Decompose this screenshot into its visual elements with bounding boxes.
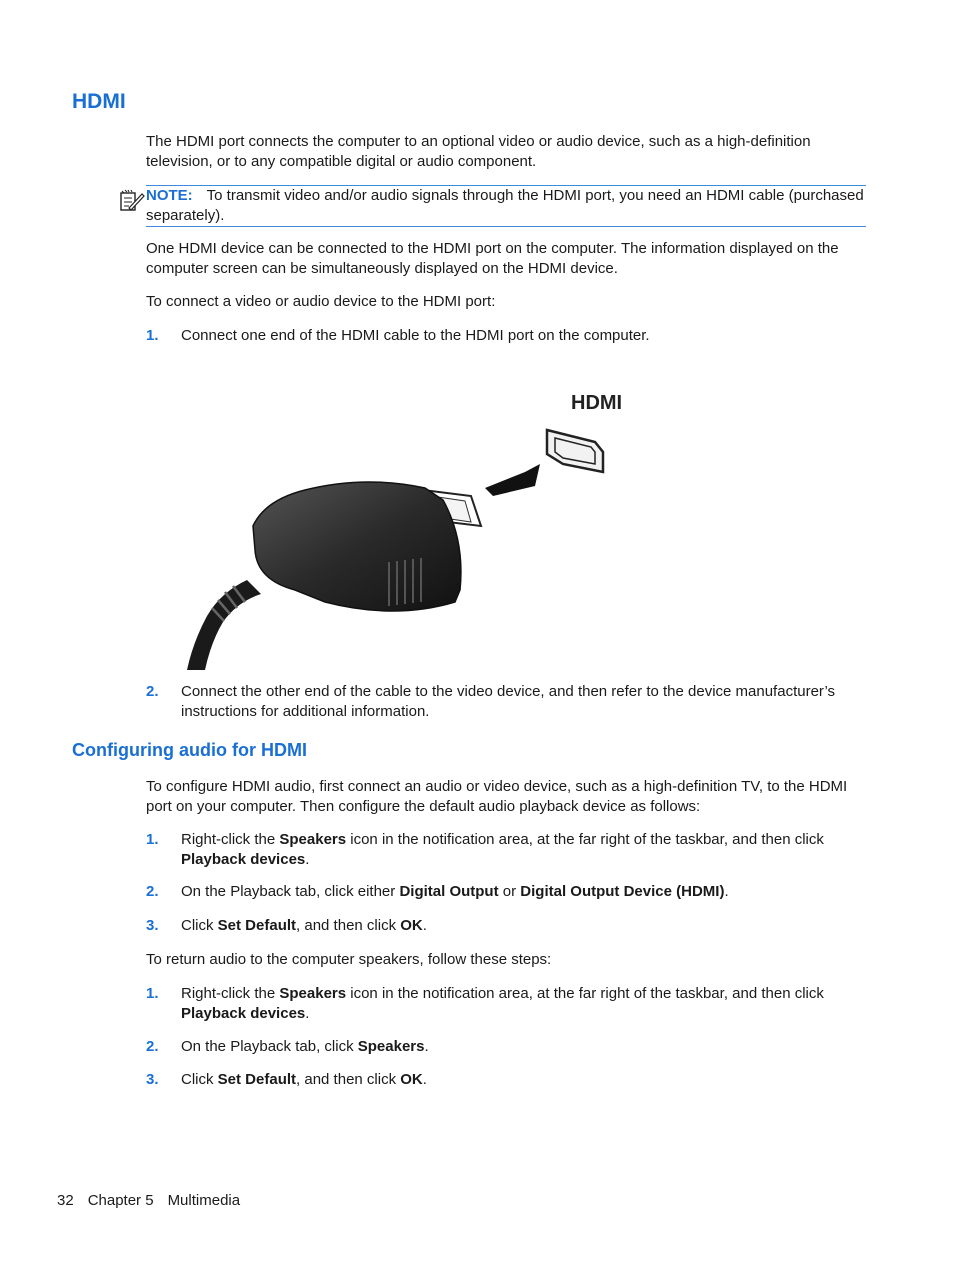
figure-label: HDMI (571, 392, 623, 414)
connect-step-1 (146, 326, 866, 346)
connect-intro-paragraph: To connect a video or audio device to the HDMI port: (146, 293, 496, 310)
intro-paragraph: The HDMI port connects the computer to an optional video or audio device, such as a high-definition television, or to any compatible digital or audio component. (146, 133, 811, 170)
page-title: HDMI (72, 90, 126, 113)
return-step-1 (146, 984, 866, 1023)
page-number: 32 (57, 1192, 74, 1209)
note-text: To transmit video and/or audio signals through the HDMI port, you need an HDMI cable (purchased separately). (146, 187, 864, 224)
return-step-3 (146, 1070, 866, 1090)
footer-title: Multimedia (167, 1192, 241, 1209)
hdmi-cable-illustration (175, 380, 635, 670)
step-text: Right-click the Speakers icon in the notification area, at the far right of the taskbar, and then click Playback devices. (181, 985, 824, 1022)
step-text: Click Set Default, and then click OK. (181, 1071, 427, 1088)
step-text: Connect one end of the HDMI cable to the HDMI port on the computer. (181, 327, 650, 344)
configure-step-2 (146, 882, 866, 902)
step-number: 2. (146, 1038, 159, 1055)
configure-step-3 (146, 916, 866, 936)
page-footer (57, 1192, 254, 1209)
step-number: 2. (146, 683, 159, 700)
step-text: On the Playback tab, click either Digital Output or Digital Output Device (HDMI). (181, 883, 729, 900)
connect-step-2 (146, 682, 866, 721)
return-intro-paragraph: To return audio to the computer speakers, follow these steps: (146, 951, 552, 968)
note-box (146, 185, 866, 227)
configure-step-1 (146, 830, 866, 869)
step-text: Right-click the Speakers icon in the notification area, at the far right of the taskbar, and then click Playback devices. (181, 831, 824, 868)
step-number: 2. (146, 883, 159, 900)
step-text: Click Set Default, and then click OK. (181, 917, 427, 934)
step-number: 3. (146, 917, 159, 934)
return-step-2 (146, 1037, 866, 1057)
note-icon (116, 187, 146, 213)
step-number: 1. (146, 985, 159, 1002)
step-number: 1. (146, 327, 159, 344)
footer-chapter: Chapter 5 (87, 1192, 154, 1209)
section-heading: Configuring audio for HDMI (72, 740, 307, 760)
step-text: On the Playback tab, click Speakers. (181, 1038, 429, 1055)
step-number: 1. (146, 831, 159, 848)
step-number: 3. (146, 1071, 159, 1088)
note-label: NOTE: (146, 187, 193, 204)
hdmi-device-paragraph: One HDMI device can be connected to the HDMI port on the computer. The information displayed on the computer screen can be simultaneously displayed on the HDMI device. (146, 240, 839, 277)
step-text: Connect the other end of the cable to the video device, and then refer to the device manufacturer’s instructions for additional information. (181, 683, 836, 720)
configure-intro-paragraph: To configure HDMI audio, first connect an audio or video device, such as a high-definition TV, to the HDMI port on your computer. Then configure the default audio playback device as follows: (146, 778, 848, 815)
